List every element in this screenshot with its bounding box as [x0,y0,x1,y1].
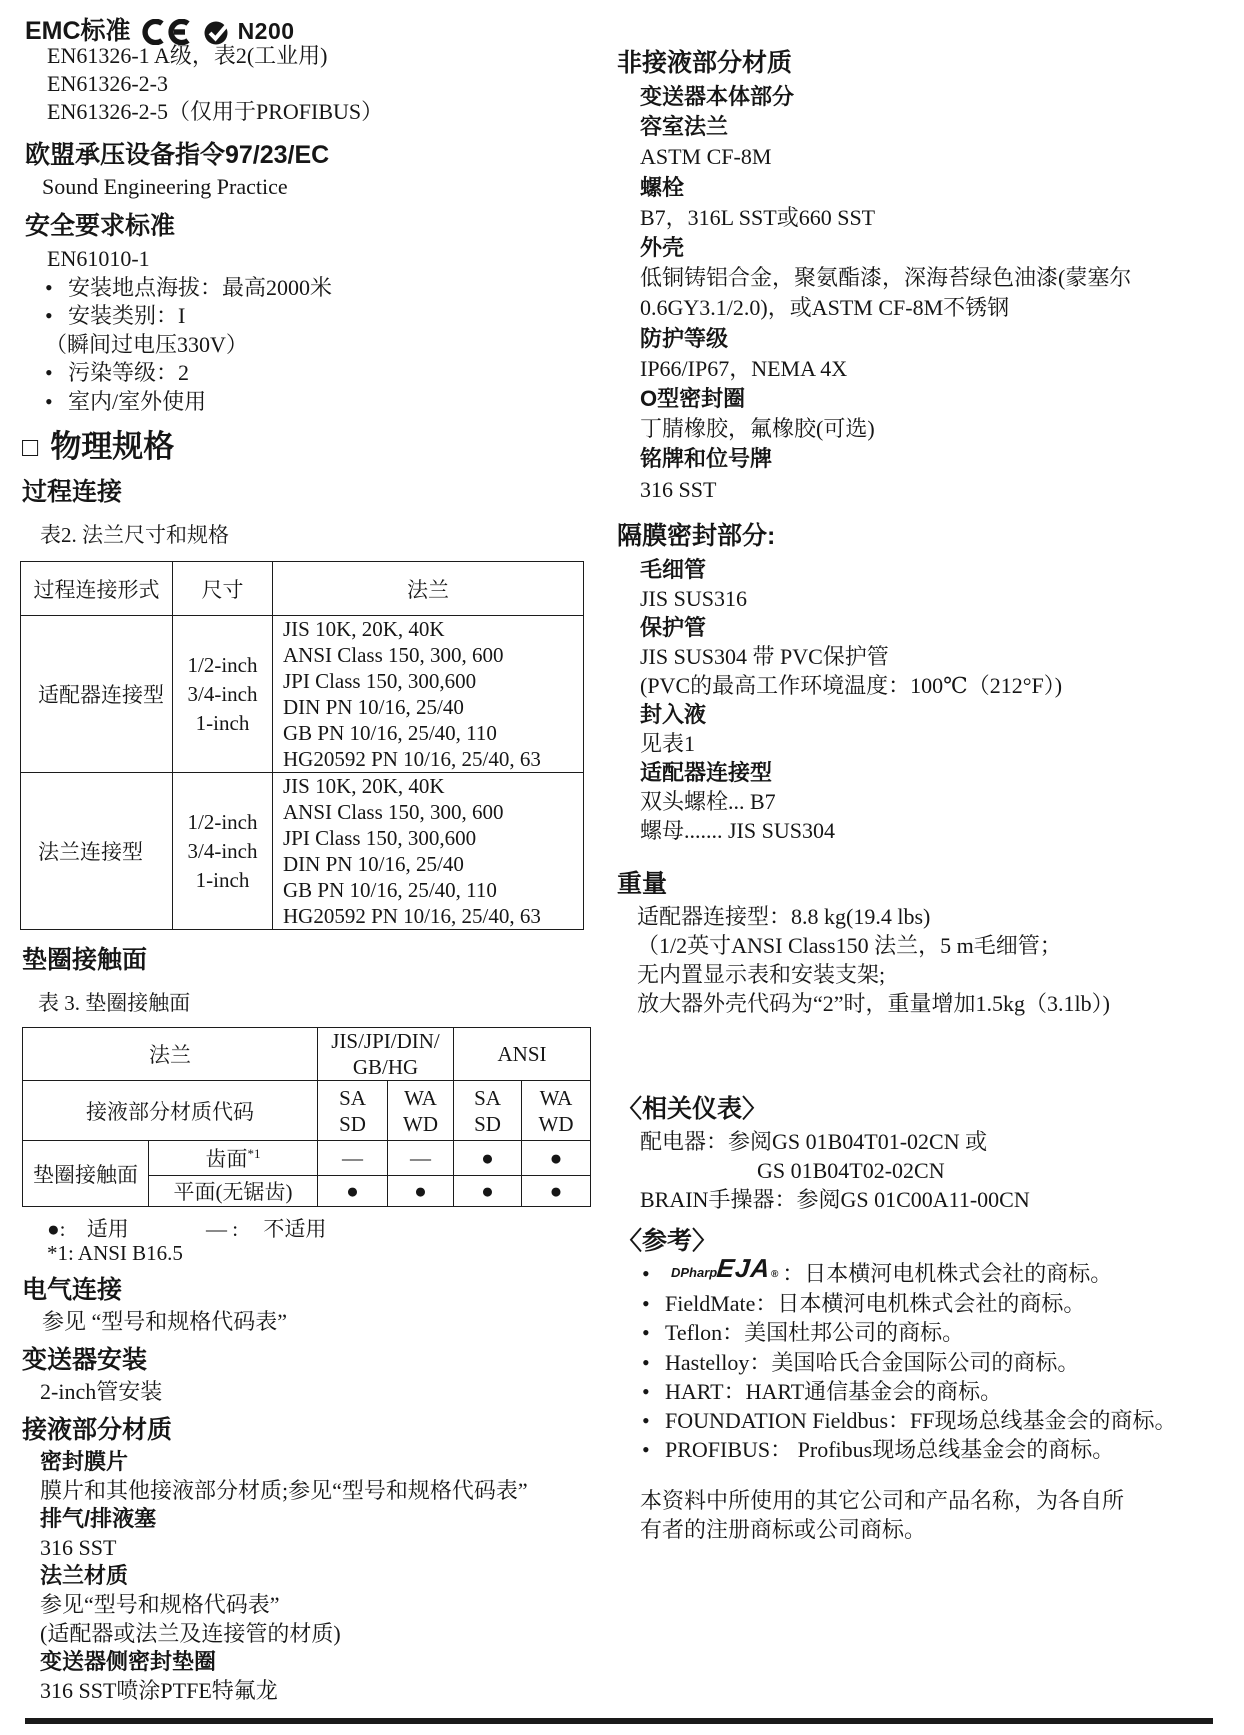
gasket-contact-table [22,1027,591,1207]
physical-spec-title: 物理规格 [50,429,175,464]
reference-text: ：日本横河电机株式会社的商标。 [782,1260,1113,1286]
table-row [23,1081,591,1141]
bullet-icon: • [642,1378,650,1404]
ped-directive-line: Sound Engineering Practice [42,174,288,199]
related-line: GS 01B04T02-02CN [757,1158,945,1183]
wetted-value: (适配器或法兰及连接管的材质) [40,1620,341,1646]
safety-requirements-title: 安全要求标准 [25,212,176,240]
applicability-cell: ● [454,1141,522,1176]
safety-requirements-list [45,245,332,416]
reference-item: • Teflon：美国杜邦公司的商标。 [642,1318,1177,1347]
nonwetted-term: 容室法兰 [640,114,729,140]
nonwetted-term: 外壳 [640,235,685,261]
table-header-row [21,562,584,616]
reference-item: • HART：HART通信基金会的商标。 [642,1377,1177,1406]
weight-title: 重量 [617,870,668,898]
table-row [21,616,584,773]
applicability-cell: ● [454,1176,522,1207]
wetted-term: 排气/排液塞 [40,1506,157,1532]
weight-line: 适配器连接型：8.8 kg(19.4 lbs) [637,904,931,929]
connection-type-cell: 适配器连接型 [21,616,173,773]
nonwetted-parts-list [640,82,1131,505]
bullet-icon: • [45,274,53,300]
surface-type-cell: 平面(无锯齿) [149,1176,318,1207]
emc-standard-title: EMC标准 [25,17,131,45]
seal-value: 双头螺栓... B7 [640,789,776,814]
seal-term: 适配器连接型 [640,760,773,785]
code-cell: WA WD [388,1081,454,1141]
nonwetted-value: 0.6GY3.1/2.0)，或ASTM CF-8M不锈钢 [640,295,1010,321]
wetted-parts-title: 接液部分材质 [22,1416,173,1444]
wetted-value: 316 SST [40,1534,117,1560]
nonwetted-term: 螺栓 [640,174,685,200]
page-bottom-rule [25,1718,1213,1724]
reference-list [642,1253,1177,1465]
emc-standard-lines [47,42,383,126]
col-header: 法兰 [273,562,584,616]
trademark-footer [640,1486,1124,1544]
wetted-value: 316 SST喷涂PTFE特氟龙 [40,1677,278,1703]
weight-line: 放大器外壳代码为“2”时，重量增加1.5kg（3.1lb）) [637,991,1110,1016]
flange-size-table [20,561,584,930]
physical-spec-header [22,430,174,464]
dpharp-eja-logo: DPharp EJA ® [671,1253,779,1284]
electrical-connection-line: 参见 “型号和规格代码表” [42,1309,288,1334]
bullet-icon: • [642,1349,650,1375]
weight-lines [637,902,1110,1018]
legend-dot-text: 适用 [86,1217,129,1241]
table-header-row [23,1028,591,1081]
wetted-term: 法兰材质 [40,1563,129,1589]
related-instruments-lines [640,1127,1030,1214]
col-header: 过程连接形式 [21,562,173,616]
safety-line: • 室内/室外使用 [45,388,332,417]
emc-line: EN61326-2-3 [47,71,168,96]
table3-caption: 表 3. 垫圈接触面 [38,991,191,1015]
electrical-connection-title: 电气连接 [22,1276,123,1304]
col-header: 尺寸 [173,562,273,616]
ped-directive-title: 欧盟承压设备指令97/23/EC [25,141,330,169]
transmitter-mounting-line: 2-inch管安装 [40,1379,163,1404]
seal-value: (PVC的最高工作环境温度：100℃（212°F）) [640,673,1063,698]
diaphragm-seal-list [640,555,1062,845]
weight-line: （1/2英寸ANSI Class150 法兰，5 m毛细管； [637,933,1062,958]
weight-line: 无内置显示表和安装支架; [637,962,886,987]
table2-caption: 表2. 法兰尺寸和规格 [40,523,229,547]
nonwetted-term: 变送器本体部分 [640,84,795,109]
gasket-row-label: 垫圈接触面 [23,1141,149,1207]
wetted-value: 参见“型号和规格代码表” [40,1591,280,1617]
footer-line: 有者的注册商标或公司商标。 [640,1517,927,1542]
safety-line: • 安装地点海拔：最高2000米 [45,274,332,303]
transmitter-mounting-title: 变送器安装 [22,1346,148,1374]
applicability-cell: ● [522,1176,591,1207]
nonwetted-value: 丁腈橡胶，氟橡胶(可选) [640,416,875,442]
table3-legend [47,1213,326,1243]
legend-dot: ●: [47,1217,66,1241]
table-row [23,1141,591,1176]
material-code-header: 接液部分材质代码 [23,1081,318,1141]
related-instruments-title: 〈相关仪表〉 [617,1095,768,1123]
wetted-value: 膜片和其他接液部分材质;参见“型号和规格代码表” [40,1477,528,1503]
legend-dash-text: 不适用 [263,1217,327,1241]
code-cell: SA SD [318,1081,388,1141]
seal-term: 保护管 [640,615,707,640]
bullet-icon: • [642,1260,650,1286]
nonwetted-value: IP66/IP67，NEMA 4X [640,355,848,381]
safety-line: EN61010-1 [47,246,150,271]
nonwetted-term: 铭牌和位号牌 [640,446,773,472]
connection-type-cell: 法兰连接型 [21,773,173,930]
nonwetted-term: O型密封圈 [640,386,746,412]
nonwetted-value: 316 SST [640,476,717,502]
nonwetted-term: 防护等级 [640,325,729,351]
seal-value: 见表1 [640,731,696,756]
emc-line: EN61326-2-5（仅用于PROFIBUS） [47,99,384,124]
bullet-icon: • [642,1437,650,1463]
emc-line: EN61326-1 A级，表2(工业用) [47,43,328,68]
bullet-icon: • [45,303,53,328]
reference-item: • PROFIBUS： Profibus现场总线基金会的商标。 [642,1435,1177,1464]
safety-line: （瞬间过电压330V） [45,331,248,357]
reference-item: • FieldMate：日本横河电机株式会社的商标。 [642,1289,1177,1318]
diaphragm-seal-title: 隔膜密封部分: [617,522,776,550]
applicability-cell: ● [388,1176,454,1207]
seal-value: JIS SUS316 [640,586,747,611]
square-box-icon: □ [22,432,39,462]
table3-footnote: *1: ANSI B16.5 [47,1241,183,1265]
related-line: 配电器：参阅GS 01B04T01-02CN 或 [640,1129,988,1154]
gasket-contact-title: 垫圈接触面 [22,946,148,974]
flange-span-header: 法兰 [23,1028,318,1081]
code-cell: WA WD [522,1081,591,1141]
n200-label: N200 [237,17,295,44]
bullet-icon: • [45,388,53,414]
applicability-cell: — [318,1141,388,1176]
seal-value: 螺母....... JIS SUS304 [640,818,835,843]
bullet-icon: • [642,1291,650,1316]
nonwetted-value: B7，316L SST或660 SST [640,204,876,230]
wetted-term: 密封膜片 [40,1449,129,1474]
safety-line: • 污染等级：2 [45,359,332,388]
reference-item: • FOUNDATION Fieldbus：FF现场总线基金会的商标。 [642,1406,1177,1435]
applicability-cell: ● [522,1141,591,1176]
size-cell: 1/2-inch 3/4-inch 1-inch [173,773,273,930]
applicability-cell: — [388,1141,454,1176]
flange-cell: JIS 10K, 20K, 40K ANSI Class 150, 300, 600 JPI Class 150, 300,600 DIN PN 10/16, 25/40 GB PN 10/16, 25/40, 110 HG20592 PN 10/16, 25/40, 63 [273,773,584,930]
nonwetted-parts-title: 非接液部分材质 [617,49,793,77]
wetted-term: 变送器侧密封垫圈 [40,1649,217,1675]
related-line: BRAIN手操器：参阅GS 01C00A11-00CN [640,1187,1030,1212]
ansi-group-header: ANSI [454,1028,591,1081]
bullet-icon: • [642,1408,650,1434]
surface-type-cell: 齿面$^{*1}$ [149,1141,318,1176]
seal-value: JIS SUS304 带 PVC保护管 [640,644,889,669]
seal-term: 毛细管 [640,557,707,582]
footer-line: 本资料中所使用的其它公司和产品名称，为各自所 [640,1488,1125,1513]
jis-group-header: JIS/JPI/DIN/ GB/HG [318,1028,454,1081]
seal-term: 封入液 [640,702,707,727]
legend-dash: — : [206,1217,239,1241]
bullet-icon: • [642,1320,650,1346]
wetted-parts-list [40,1448,528,1705]
process-connection-title: 过程连接 [22,478,123,506]
reference-item: • Hastelloy：美国哈氏合金国际公司的商标。 [642,1348,1177,1377]
table-row [21,773,584,930]
size-cell: 1/2-inch 3/4-inch 1-inch [173,616,273,773]
flange-cell: JIS 10K, 20K, 40K ANSI Class 150, 300, 600 JPI Class 150, 300,600 DIN PN 10/16, 25/40 GB PN 10/16, 25/40, 110 HG20592 PN 10/16, 25/40, 63 [273,616,584,773]
reference-item [642,1253,1177,1289]
reference-title: 〈参考〉 [617,1227,718,1255]
applicability-cell: ● [318,1176,388,1207]
code-cell: SA SD [454,1081,522,1141]
bullet-icon: • [45,360,53,385]
nonwetted-value: 低铜铸铝合金，聚氨酯漆，深海苔绿色油漆(蒙塞尔 [640,265,1132,291]
safety-line: • 安装类别：I [45,302,332,331]
nonwetted-value: ASTM CF-8M [640,144,772,170]
